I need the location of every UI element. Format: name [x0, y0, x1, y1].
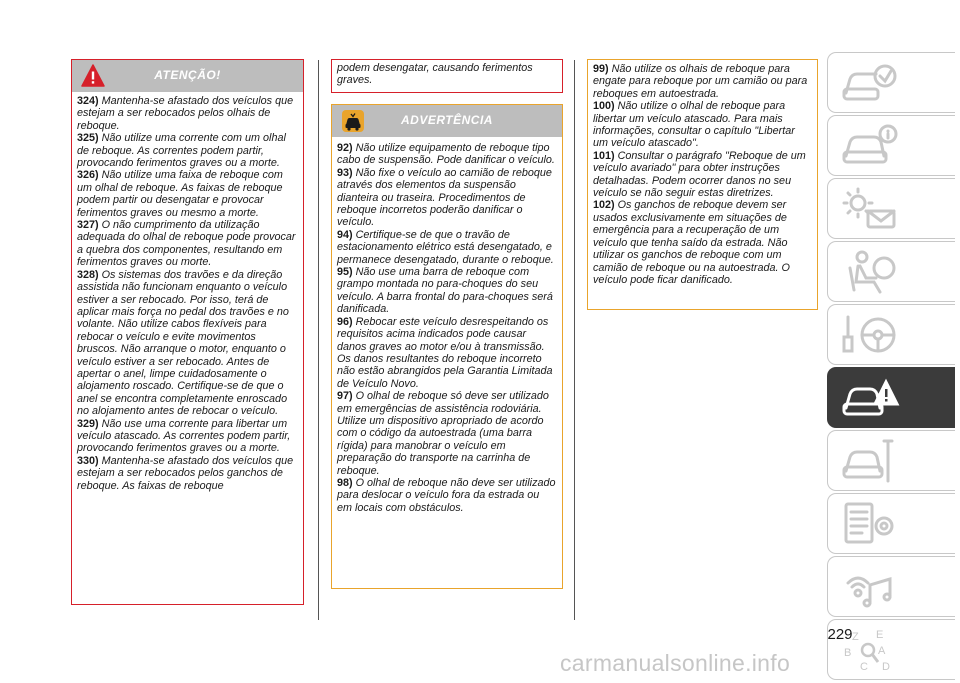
- index-letter: D: [882, 661, 890, 673]
- advisory-list: [332, 137, 562, 516]
- page-number: 229: [827, 626, 853, 643]
- note-item: [77, 455, 298, 492]
- note-item: [77, 219, 298, 269]
- watermark: carmanualsonline.info: [560, 650, 791, 676]
- note-text: O olhal de reboque só deve ser utilizado em emergências de assistência rodoviária. Utilize um dispositivo apropriado de acordo com o código da autoestrada (uma barra rígida) para manobrar o veículo em preparação do transporte na carrinha de reboque.: [337, 390, 549, 477]
- note-number: 328): [77, 268, 99, 281]
- chapter-tab-dashboard[interactable]: [827, 52, 955, 113]
- note-item: [337, 142, 557, 167]
- chapter-tab-technical-data[interactable]: [827, 493, 955, 554]
- note-number: 99): [593, 63, 609, 75]
- note-text: Os ganchos de reboque devem ser usados exclusivamente em situações de emergência para a recuperação de um veículo que tenha saído da estrada. Não utilizar os ganchos de reboque com um camião de reboque ou na autoestrada. O veículo pode ficar danificado.: [593, 199, 790, 286]
- steering-wheel-icon: [840, 311, 900, 359]
- maintenance-tools-icon: [840, 437, 900, 485]
- note-text: Não utilize os olhais de reboque para engate para reboque por um camião ou para reboques em autoestrada.: [593, 63, 808, 100]
- car-info-icon: [840, 122, 900, 170]
- note-text: Não utilize equipamento de reboque tipo cabo de suspensão. Pode danificar o veículo.: [337, 142, 555, 167]
- index-letter: B: [844, 647, 852, 659]
- note-item: [77, 95, 298, 132]
- note-text: Não utilize uma corrente com um olhal de reboque. As correntes podem partir, provocando ferimentos graves ou a morte.: [77, 132, 286, 170]
- seat-airbag-icon: [840, 248, 900, 296]
- note-text: O olhal de reboque não deve ser utilizado para deslocar o veículo fora da estrada ou em locais com obstáculos.: [337, 476, 556, 514]
- note-item: [337, 167, 557, 229]
- note-text: Mantenha-se afastado dos veículos que estejam a ser rebocados pelos olhais de reboque.: [77, 95, 294, 132]
- note-number: 329): [77, 417, 99, 430]
- advisory-title: ADVERTÊNCIA: [401, 113, 493, 127]
- warning-lights-icon: [840, 185, 900, 233]
- chapter-tab-emergency[interactable]: [827, 367, 955, 428]
- note-item: [77, 418, 298, 455]
- advisory-continuation-box: [587, 59, 818, 310]
- chapter-tab-starting-driving[interactable]: [827, 304, 955, 365]
- note-item: [593, 63, 812, 100]
- note-item: [337, 229, 557, 266]
- note-text: Mantenha-se afastado dos veículos que estejam a ser rebocados pelos ganchos de reboque. As faixas de reboque: [77, 454, 294, 492]
- note-item: [77, 132, 298, 169]
- note-number: 330): [77, 454, 99, 467]
- note-item: [77, 269, 298, 418]
- note-number: 97): [337, 390, 353, 403]
- technical-data-icon: [840, 500, 900, 548]
- note-text: Os sistemas dos travões e da direção assistida não funcionam enquanto o veículo estiver a ser rebocado. Por isso, terá de aplicar mais força no pedal dos travões e no volante. Não utilize cabos flexíveis para rebocar o veículo e evite movimentos bruscos. Não arranque o motor, enquanto o veículo estiver a ser rebocado. Antes de apertar o anel, limpe cuidadosamente o alojamento roscado. Certifique-se de que o anel se encontra completamente enroscado no alojamento antes de rebocar o veículo.: [77, 268, 289, 418]
- chapter-tab-getting-to-know[interactable]: [827, 115, 955, 176]
- note-number: 93): [337, 166, 353, 179]
- note-number: 100): [593, 100, 615, 113]
- note-text: O não cumprimento da utilização adequada do olhal de reboque pode provocar a quebra dos componentes, resultando em ferimentos graves ou morte.: [77, 219, 296, 269]
- chapter-tab-maintenance[interactable]: [827, 430, 955, 491]
- note-text: Não use uma barra de reboque com grampo montada no para-choques do seu veículo. A barra frontal do para-choques será danificada.: [337, 266, 553, 316]
- note-number: 92): [337, 142, 353, 154]
- chapter-tab-warning-lights[interactable]: [827, 178, 955, 239]
- note-item: [337, 477, 557, 514]
- note-text: Consultar o parágrafo "Reboque de um veículo avariado" para obter instruções detalhadas. Podem ocorrer danos no seu veículo se não seguir estas diretrizes.: [593, 149, 806, 200]
- note-item: [337, 316, 557, 390]
- note-number: 327): [77, 219, 99, 232]
- advisory-list-continued: [588, 60, 817, 288]
- warning-header: [72, 60, 303, 92]
- chapter-tab-safety[interactable]: [827, 241, 955, 302]
- advisory-box: [331, 104, 563, 589]
- advisory-header: [332, 105, 562, 137]
- note-item: [337, 266, 557, 316]
- chapter-tab-multimedia[interactable]: [827, 556, 955, 617]
- note-item: [77, 169, 298, 219]
- index-letter: E: [876, 629, 884, 641]
- warning-box: [71, 59, 304, 605]
- warning-title: ATENÇÃO!: [154, 68, 221, 82]
- note-item: [593, 150, 812, 200]
- note-item: [593, 199, 812, 286]
- warning-list: [72, 92, 303, 494]
- note-text: Certifique-se de que o travão de estacionamento elétrico está desengatado, e permanece desengatado, durante o reboque.: [337, 228, 554, 266]
- car-dashboard-icon: [840, 59, 900, 107]
- note-number: 96): [337, 315, 353, 328]
- note-number: 324): [77, 95, 99, 107]
- warning-continuation-box: [331, 59, 563, 93]
- note-number: 94): [337, 228, 353, 241]
- note-text: Não utilize o olhal de reboque para libertar um veículo atascado. Para mais informações, consultar o capítulo "Libertar um veículo atascado".: [593, 100, 795, 150]
- column-divider-1: [318, 60, 319, 620]
- note-number: 326): [77, 169, 99, 182]
- column-divider-2: [574, 60, 575, 620]
- note-number: 95): [337, 266, 353, 279]
- note-number: 101): [593, 149, 615, 162]
- index-letter: Z: [852, 631, 859, 643]
- note-text: Rebocar este veículo desrespeitando os requisitos acima indicados pode causar danos graves ao motor e/ou à transmissão. Os danos resultantes do reboque incorreto não estão abrangidos pela Garantia Limitada de Veículo Novo.: [337, 315, 553, 390]
- note-text: Não use uma corrente para libertar um veículo atascado. As correntes podem partir, provocando ferimentos graves ou a morte.: [77, 417, 291, 455]
- index-letter: C: [860, 661, 868, 673]
- note-number: 102): [593, 199, 615, 212]
- note-number: 98): [337, 476, 353, 489]
- index-letter: A: [878, 645, 886, 657]
- note-number: 325): [77, 132, 99, 145]
- note-item: [593, 100, 812, 150]
- multimedia-icon: [840, 563, 900, 611]
- note-text: Não fixe o veículo ao camião de reboque através dos elementos da suspensão dianteira ou traseira. Procedimentos de reboque incorretos poderão danificar o veículo.: [337, 166, 552, 229]
- breakdown-icon: [840, 374, 900, 422]
- note-text: Não utilize uma faixa de reboque com um olhal de reboque. As faixas de reboque podem partir ou desengatar e provocar ferimentos graves ou mesmo a morte.: [77, 169, 283, 219]
- note-item: [337, 390, 557, 477]
- continuation-text: podem desengatar, causando ferimentos graves.: [337, 62, 533, 87]
